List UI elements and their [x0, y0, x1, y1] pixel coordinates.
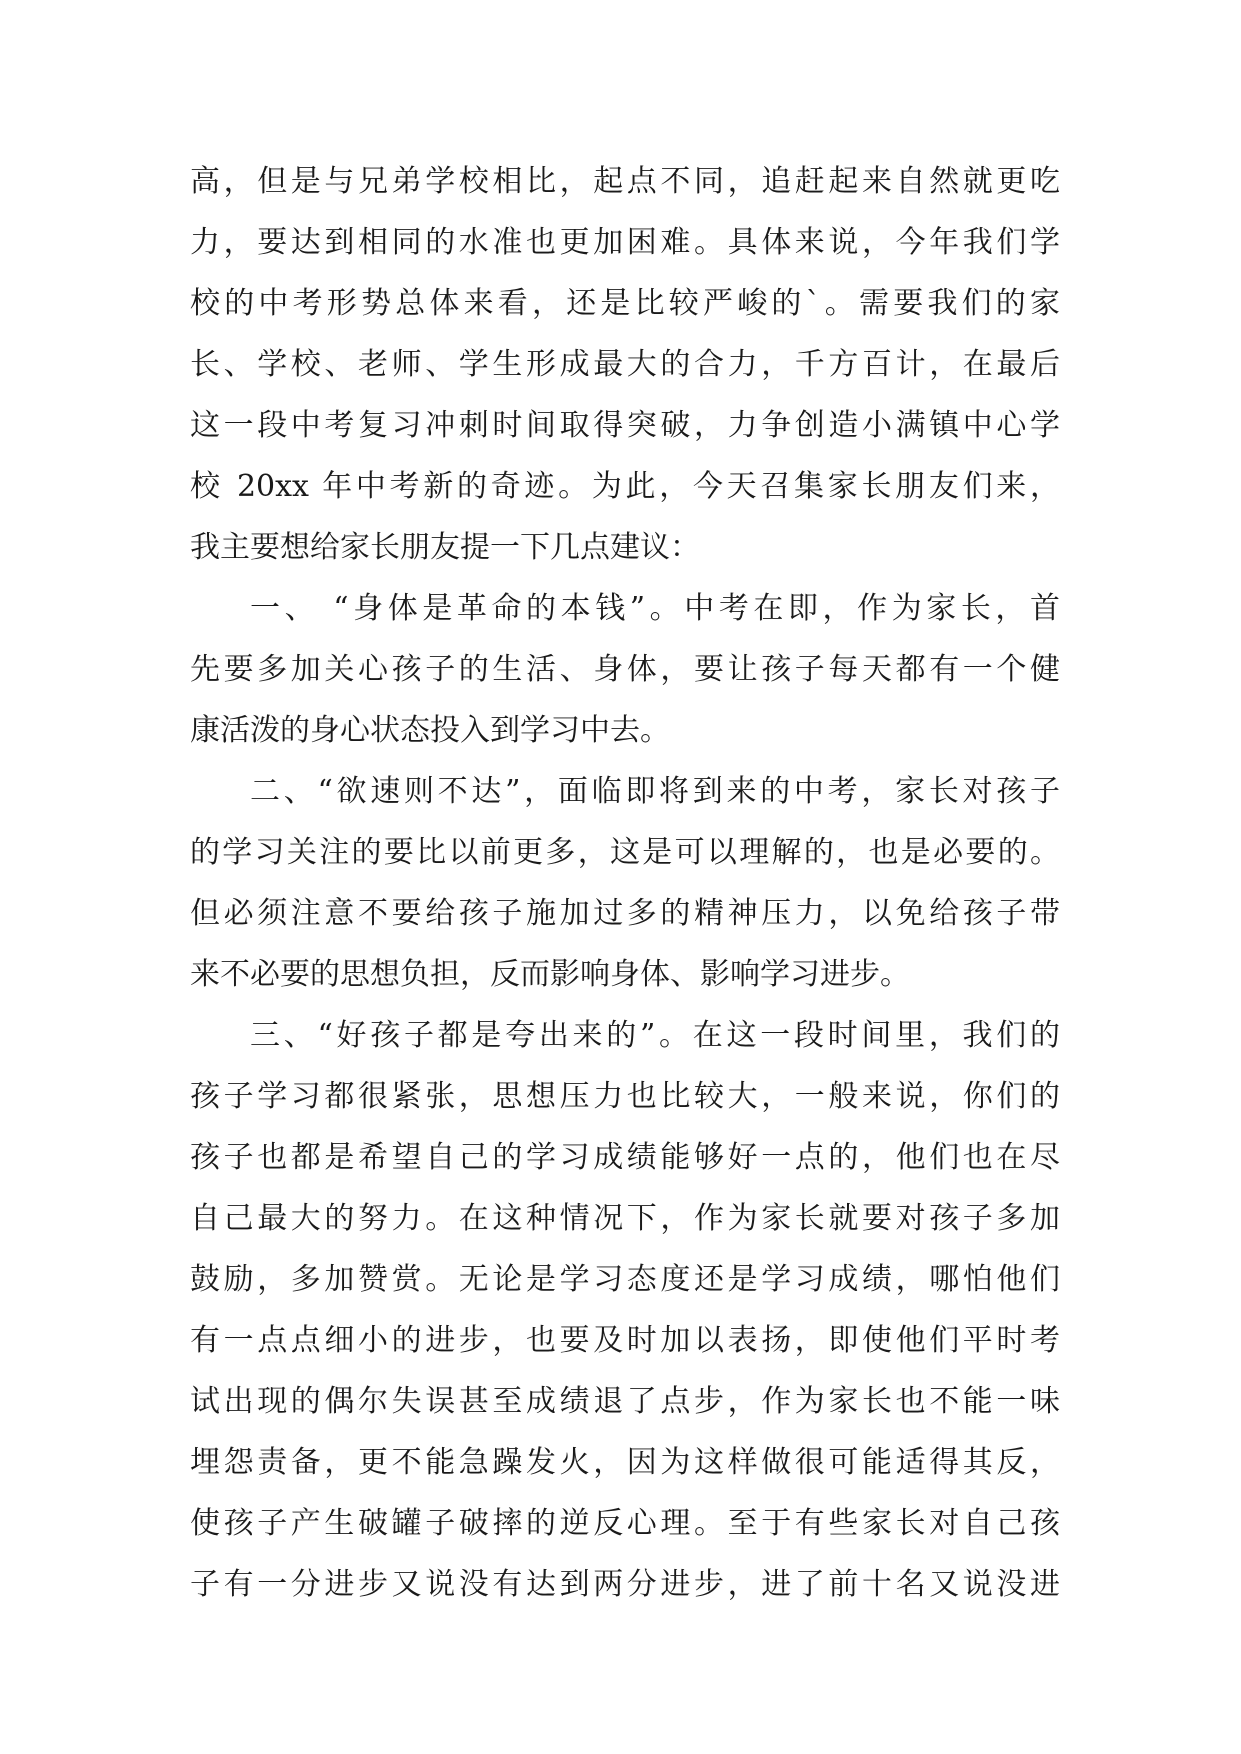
text-line: 有一点点细小的进步，也要及时加以表扬，即使他们平时考: [190, 1323, 1060, 1358]
text-line: 这一段中考复习冲刺时间取得突破，力争创造小满镇中心学: [190, 408, 1060, 443]
text-line: 但必须注意不要给孩子施加过多的精神压力，以免给孩子带: [190, 896, 1060, 931]
text-line: 高，但是与兄弟学校相比，起点不同，追赶起来自然就更吃: [190, 164, 1060, 199]
text-line: 埋怨责备，更不能急躁发火，因为这样做很可能适得其反，: [190, 1445, 1060, 1480]
document-page: [190, 151, 1060, 1615]
text-line: 校 20xx 年中考新的奇迹。为此，今天召集家长朋友们来，: [190, 469, 1060, 504]
text-line: 校的中考形势总体来看，还是比较严峻的`。需要我们的家: [190, 286, 1060, 321]
text-line: 长、学校、老师、学生形成最大的合力，千方百计，在最后: [190, 347, 1060, 382]
text-line: 试出现的偶尔失误甚至成绩退了点步，作为家长也不能一味: [190, 1384, 1060, 1419]
text-line: 鼓励，多加赞赏。无论是学习态度还是学习成绩，哪怕他们: [190, 1262, 1060, 1297]
text-line: 的学习关注的要比以前更多，这是可以理解的，也是必要的。: [190, 835, 1060, 870]
paragraph-first-line: 三、“好孩子都是夸出来的”。在这一段时间里，我们的: [250, 1018, 1060, 1053]
text-line: 来不必要的思想负担，反而影响身体、影响学习进步。: [190, 957, 910, 992]
text-line: 孩子学习都很紧张，思想压力也比较大，一般来说，你们的: [190, 1079, 1060, 1114]
text-line: 孩子也都是希望自己的学习成绩能够好一点的，他们也在尽: [190, 1140, 1060, 1175]
text-line: 子有一分进步又说没有达到两分进步，进了前十名又说没进: [190, 1567, 1060, 1602]
paragraph-first-line: 二、“欲速则不达”，面临即将到来的中考，家长对孩子: [250, 774, 1060, 809]
text-line: 使孩子产生破罐子破摔的逆反心理。至于有些家长对自己孩: [190, 1506, 1060, 1541]
paragraph-first-line: 一、 “身体是革命的本钱”。中考在即，作为家长，首: [250, 591, 1060, 626]
text-line: 我主要想给家长朋友提一下几点建议：: [190, 530, 700, 565]
text-line: 力，要达到相同的水准也更加困难。具体来说，今年我们学: [190, 225, 1060, 260]
text-line: 先要多加关心孩子的生活、身体，要让孩子每天都有一个健: [190, 652, 1060, 687]
text-line: 自己最大的努力。在这种情况下，作为家长就要对孩子多加: [190, 1201, 1060, 1236]
text-line: 康活泼的身心状态投入到学习中去。: [190, 713, 670, 748]
